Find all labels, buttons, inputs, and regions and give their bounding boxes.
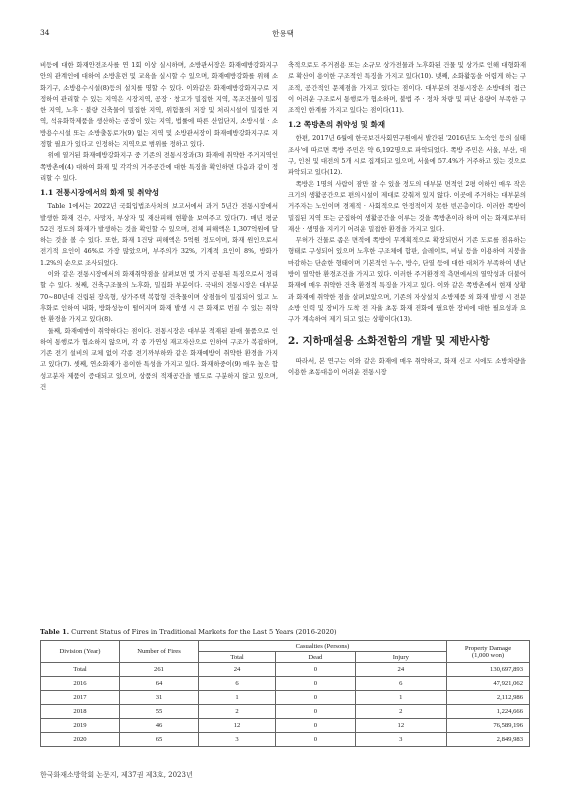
cell-injury: 24 bbox=[355, 663, 446, 677]
section-heading-1-2: 1.2 쪽방촌의 취약성 및 화재 bbox=[288, 120, 386, 130]
cell-dead: 0 bbox=[276, 677, 356, 691]
cell-total: 2 bbox=[199, 705, 276, 719]
cell-division: 2020 bbox=[41, 733, 120, 747]
cell-dead: 0 bbox=[276, 719, 356, 733]
table-row bbox=[41, 705, 530, 719]
cell-fires: 31 bbox=[120, 691, 199, 705]
page-number: 34 bbox=[40, 28, 50, 37]
table-caption bbox=[40, 628, 530, 636]
right-column bbox=[288, 60, 526, 378]
table-row bbox=[41, 677, 530, 691]
paragraph: 비등에 대한 화재안전조사를 연 1회 이상 실시하며, 소방관서장은 화재예방강화지구 안의 관계인에 대하여 소방훈련 및 교육을 실시할 수 있으며, 화재예방강화를 위해 소화기구, 소방용수시설(8)등의 설치를 명할 수 있다. 이와같은 화재예방강화지구로 지정하여 관리할 수 있는 지역은 시장지역, 공장 · 창고가 밀집한 지역, 목조건물이 밀집한 지역, 노후 · 불량 건축물이 밀집한 지역, 위험물의 저장 및 처리시설이 밀집한 지역, 석유화학제품을 생산하는 공장이 있는 지역, 법률에 따른 산업단지, 소방시설 · 소방용수시설 또는 소방출동로가(9) 없는 지역 및 소방관서장이 화재예방강화지구로 지정할 필요가 있다고 인정하는 지역으로 범위를 정하고 있다. bbox=[40, 61, 278, 149]
cell-total: 6 bbox=[199, 677, 276, 691]
header-damage bbox=[447, 641, 530, 663]
cell-division: 2019 bbox=[41, 719, 120, 733]
cell-division: 2017 bbox=[41, 691, 120, 705]
cell-damage: 1,224,666 bbox=[447, 705, 530, 719]
cell-fires: 64 bbox=[120, 677, 199, 691]
header-damage-unit: (1,000 won) bbox=[471, 651, 505, 659]
cell-damage: 47,921,062 bbox=[447, 677, 530, 691]
cell-injury: 12 bbox=[355, 719, 446, 733]
cell-injury: 3 bbox=[355, 733, 446, 747]
fire-status-table bbox=[40, 640, 530, 747]
table-caption-text: Current Status of Fires in Traditional Markets for the Last 5 Years (2016-2020) bbox=[69, 628, 337, 636]
paragraph: 무허가 건물로 좁은 면적에 쪽방이 무계획적으로 확장되면서 기존 도로를 점유하는 형태로 구성되어 있으며 노후한 구조체에 합판, 슬레이트, 비닐 등을 이용하여 지붕을 마감하는 단순한 형태이며 기본적인 누수, 방수, 단열 등에 대한 대처가 부족하여 냉난방이 열악한 환경조건을 가지고 있다. 이러한 주거환경적 측면에서의 열악성과 더불어 화재에 매우 취약한 건축 환경적 특징을 가지고 있다. 이와 같은 쪽방촌에서 현재 상황과 화재에 취약한 점을 살펴보았으며, 기존의 자상설치 소방제품 외 화재 발생 시 전문 소방 인력 및 장비가 도착 전 자율 초동 화재 진화에 필요한 장비에 대한 필요성과 요구가 계속하여 제기 되고 있는 상황이다(13). bbox=[288, 236, 526, 324]
paragraph: 축적으로도 주거겸용 또는 소규모 상가전물과 노후화된 건물 및 상가로 인해 대형화재로 확산이 용이한 구조적인 특징을 가지고 있다(10). 넷째, 소화활동을 어렵게 하는 구조적, 공간적인 문제점을 가지고 있다는 점이다. 대부분의 전통시장은 소방대의 접근이 어려운 구조로서 통행로가 협소하며, 불법 주 · 정차 차량 및 피난 용량이 부족한 구조적인 한계를 가지고 있다는 점이다(11). bbox=[288, 61, 526, 115]
cell-division: Total bbox=[41, 663, 120, 677]
header-casualties: Casualties (Persons) bbox=[199, 641, 447, 652]
running-title-author: 한용택 bbox=[272, 29, 294, 38]
table-row bbox=[41, 719, 530, 733]
table-row bbox=[41, 663, 530, 677]
cell-fires: 55 bbox=[120, 705, 199, 719]
cell-damage: 2,849,983 bbox=[447, 733, 530, 747]
running-header bbox=[40, 28, 526, 40]
cell-fires: 261 bbox=[120, 663, 199, 677]
cell-damage: 130,697,893 bbox=[447, 663, 530, 677]
cell-division: 2016 bbox=[41, 677, 120, 691]
journal-footer: 한국화재소방학회 논문지, 제37권 제3호, 2023년 bbox=[40, 771, 193, 779]
cell-damage: 2,112,986 bbox=[447, 691, 530, 705]
cell-injury: 6 bbox=[355, 677, 446, 691]
paragraph: 따라서, 본 연구는 이와 같은 화재에 매우 취약하고, 화재 신고 시에도 소방차량을 이용한 초동대응이 어려운 전통시장 bbox=[288, 356, 526, 376]
cell-fires: 65 bbox=[120, 733, 199, 747]
paragraph: Table 1에서는 2022년 국회입법조사처의 보고서에서 과거 5년간 전통시장에서 발생한 화재 건수, 사망자, 부상자 및 재산피해 현황을 보여주고 있다(7). 매년 평균 52건 정도의 화재가 발생하는 것을 확인할 수 있으며, 전체 피해액은 1,307억원에 달하는 것을 볼 수 있다. 또한, 화재 1건당 피해액은 5억원 정도이며, 화재 원인으로서 전기적 요인이 46%로 가장 많았으며, 부주의가 32%, 기계적 요인이 8%, 방화가 1.2%의 순으로 조사되었다. bbox=[40, 202, 278, 267]
cell-dead: 0 bbox=[276, 705, 356, 719]
cell-division: 2018 bbox=[41, 705, 120, 719]
section-heading-2: 2. 지하매설용 소화전함의 개발 및 제반사항 bbox=[288, 334, 490, 347]
cell-total: 24 bbox=[199, 663, 276, 677]
cell-dead: 0 bbox=[276, 733, 356, 747]
header-dead: Dead bbox=[276, 652, 356, 663]
paragraph: 쪽방은 1명의 사람이 잠만 잘 수 있을 정도의 대부분 면적인 2평 이하인 매우 작은 크기의 생활공간으로 편의시설이 제대로 갖춰져 있지 않다. 이곳에 주거하는 대부분의 거주자는 노인이며 경제적 · 사회적으로 안정적이지 못한 빈곤층이다. 이러한 쪽방이 밀집된 지역 또는 군집하여 생활공간을 이루는 것을 쪽방촌이라 하며 이는 화재로부터 재산 · 생명을 지키기 어려운 밀접한 환경을 가지고 있다. bbox=[288, 179, 526, 233]
table-caption-label: Table 1. bbox=[40, 628, 70, 636]
cell-injury: 2 bbox=[355, 705, 446, 719]
table-row bbox=[41, 691, 530, 705]
cell-total: 3 bbox=[199, 733, 276, 747]
cell-total: 12 bbox=[199, 719, 276, 733]
cell-dead: 0 bbox=[276, 691, 356, 705]
paragraph: 위에 열거된 화재예방강화지구 중 기존의 전통시장과(3) 화재에 취약한 주거지역인 쪽방촌에(4) 대하여 화재 및 각각의 거주공간에 대한 특징을 확인하면 다음과 같이 정리할 수 있다. bbox=[40, 151, 278, 182]
table-row bbox=[41, 733, 530, 747]
header-fires: Number of Fires bbox=[120, 641, 199, 663]
paragraph: 이와 같은 전통시장에서의 화재취약점을 살펴보면 몇 가지 공통된 특징으로서 정리할 수 있다. 첫째, 건축구조물의 노후화, 밀집화 부분이다. 국내의 전통시장은 대부분 70~80년대 건립된 장옥형, 상가주택 복합형 건축물이며 상점들이 밀집되어 있고 노후화로 인하여 내화, 방화성능이 떨어지며 화재 발생 시 큰 화재로 번질 수 있는 취약한 환경을 가지고 있다(8). bbox=[40, 270, 278, 324]
header-injury: Injury bbox=[355, 652, 446, 663]
cell-fires: 46 bbox=[120, 719, 199, 733]
header-division: Division (Year) bbox=[41, 641, 120, 663]
header-damage-label: Property Damage bbox=[464, 644, 512, 652]
cell-injury: 1 bbox=[355, 691, 446, 705]
left-column bbox=[40, 60, 278, 393]
paragraph: 둘째, 화재예방이 취약하다는 점이다. 전통시장은 대부분 적재된 판매 물품으로 인하여 통행로가 협소하지 않으며, 각 종 가연성 재고자산으로 인하여 구조가 복잡하며, 기존 전기 설비의 교체 없이 각종 전기까부하와 같은 화재예방이 취약한 환경을 가지고 있다(7). 셋째, 연소화재가 용이한 특성을 가지고 있다. 화재하중이(9) 매우 높은 합성고분자 제품이 증대되고 있으며, 상품의 적재공간을 별도로 구분하지 않고 있으며, 건 bbox=[40, 326, 278, 392]
cell-damage: 76,589,196 bbox=[447, 719, 530, 733]
cell-dead: 0 bbox=[276, 663, 356, 677]
section-heading-1-1: 1.1 전통시장에서의 화재 및 취약성 bbox=[40, 188, 160, 198]
cell-total: 1 bbox=[199, 691, 276, 705]
header-total: Total bbox=[199, 652, 276, 663]
paragraph: 한편, 2017년 6월에 한국보건사회연구원에서 발간된 '2016년도 노숙인 등의 실태조사'에 따르면 쪽방 주민은 약 6,192명으로 파악되었다. 쪽방 주민은 서울, 부산, 대구, 인천 및 대전의 5개 시로 집계되고 있으며, 서울에 57.4%가 거주하고 있는 것으로 파악되고 있다(12). bbox=[288, 134, 527, 177]
